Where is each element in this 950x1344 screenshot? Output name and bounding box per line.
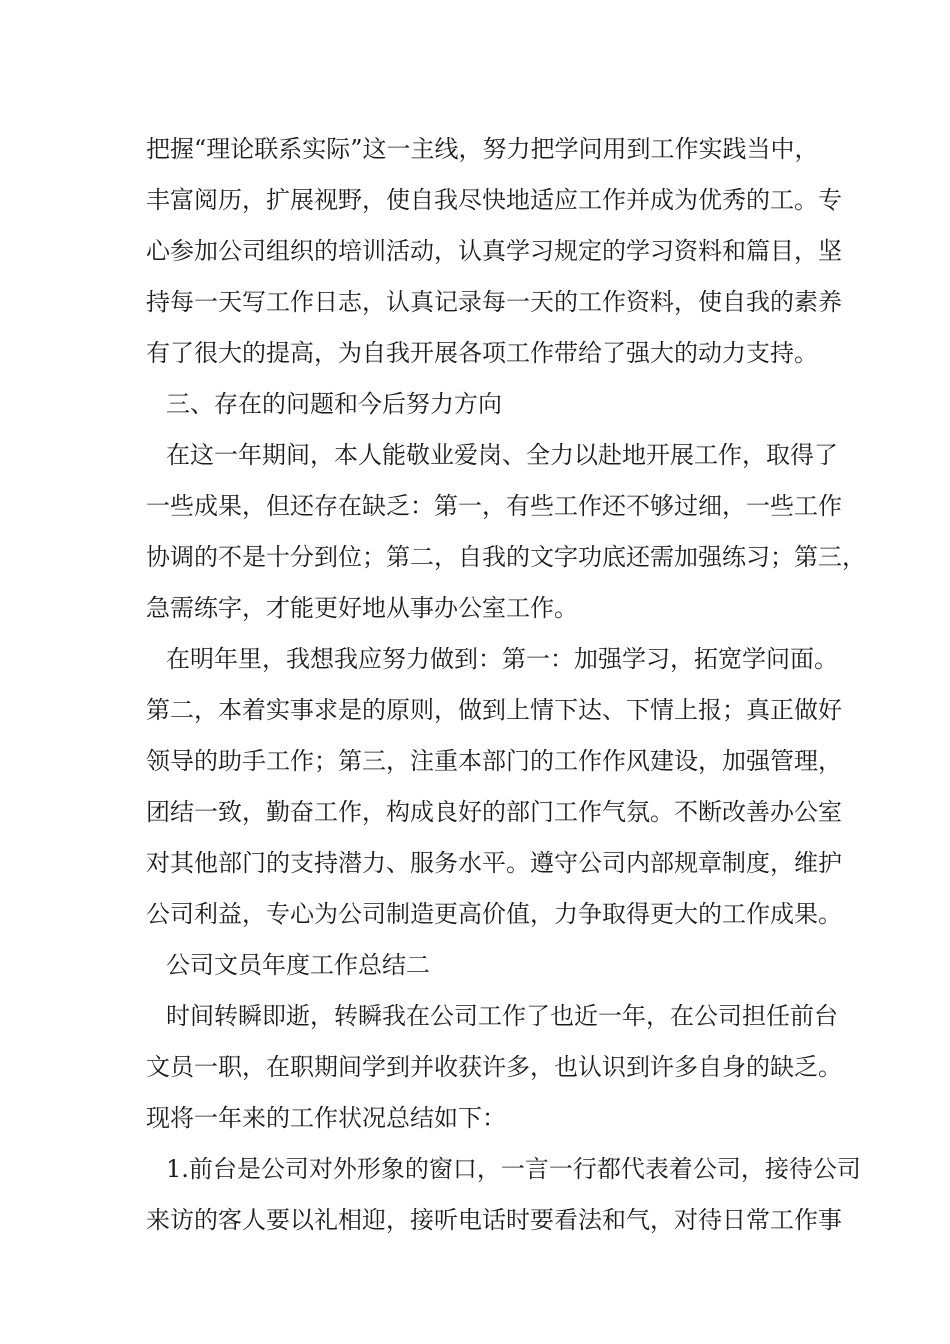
- section-heading: 三、存在的问题和今后努力方向: [166, 390, 502, 418]
- text-line: 第二，本着实事求是的原则，做到上情下达、下情上报；真正做好: [146, 696, 842, 724]
- text-line: 把握“理论联系实际”这一主线，努力把学问用到工作实践当中，: [146, 135, 819, 163]
- text-line: 心参加公司组织的培训活动，认真学习规定的学习资料和篇目，坚: [146, 237, 842, 265]
- text-line: 现将一年来的工作状况总结如下：: [146, 1104, 506, 1132]
- text-line: 一些成果，但还存在缺乏：第一，有些工作还不够过细，一些工作: [146, 492, 842, 520]
- text-line: 在明年里，我想我应努力做到：第一：加强学习，拓宽学问面。: [166, 645, 838, 673]
- text-line: 在这一年期间，本人能敬业爱岗、全力以赴地开展工作，取得了: [166, 441, 838, 469]
- text-line: 来访的客人要以礼相迎，接听电话时要看法和气，对待日常工作事: [146, 1206, 842, 1234]
- document-subtitle: 公司文员年度工作总结二: [166, 951, 430, 979]
- text-line: 急需练字，才能更好地从事办公室工作。: [146, 594, 578, 622]
- text-line: 有了很大的提高，为自我开展各项工作带给了强大的动力支持。: [146, 339, 818, 367]
- text-line: 对其他部门的支持潜力、服务水平。遵守公司内部规章制度，维护: [146, 849, 842, 877]
- text-line: 领导的助手工作；第三，注重本部门的工作作风建设，加强管理，: [146, 747, 842, 775]
- text-line: 丰富阅历，扩展视野，使自我尽快地适应工作并成为优秀的工。专: [146, 186, 842, 214]
- text-line: 持每一天写工作日志，认真记录每一天的工作资料，使自我的素养: [146, 288, 842, 316]
- list-item: 1.前台是公司对外形象的窗口，一言一行都代表着公司，接待公司: [166, 1155, 861, 1183]
- document-body: [146, 124, 866, 1246]
- text-line: 文员一职，在职期间学到并收获许多，也认识到许多自身的缺乏。: [146, 1053, 842, 1081]
- text-line: 时间转瞬即逝，转瞬我在公司工作了也近一年，在公司担任前台: [166, 1002, 838, 1030]
- text-line: 公司利益，专心为公司制造更高价值，力争取得更大的工作成果。: [146, 900, 842, 928]
- text-line: 团结一致，勤奋工作，构成良好的部门工作气氛。不断改善办公室: [146, 798, 842, 826]
- text-line: 协调的不是十分到位；第二，自我的文字功底还需加强练习；第三，: [146, 543, 866, 571]
